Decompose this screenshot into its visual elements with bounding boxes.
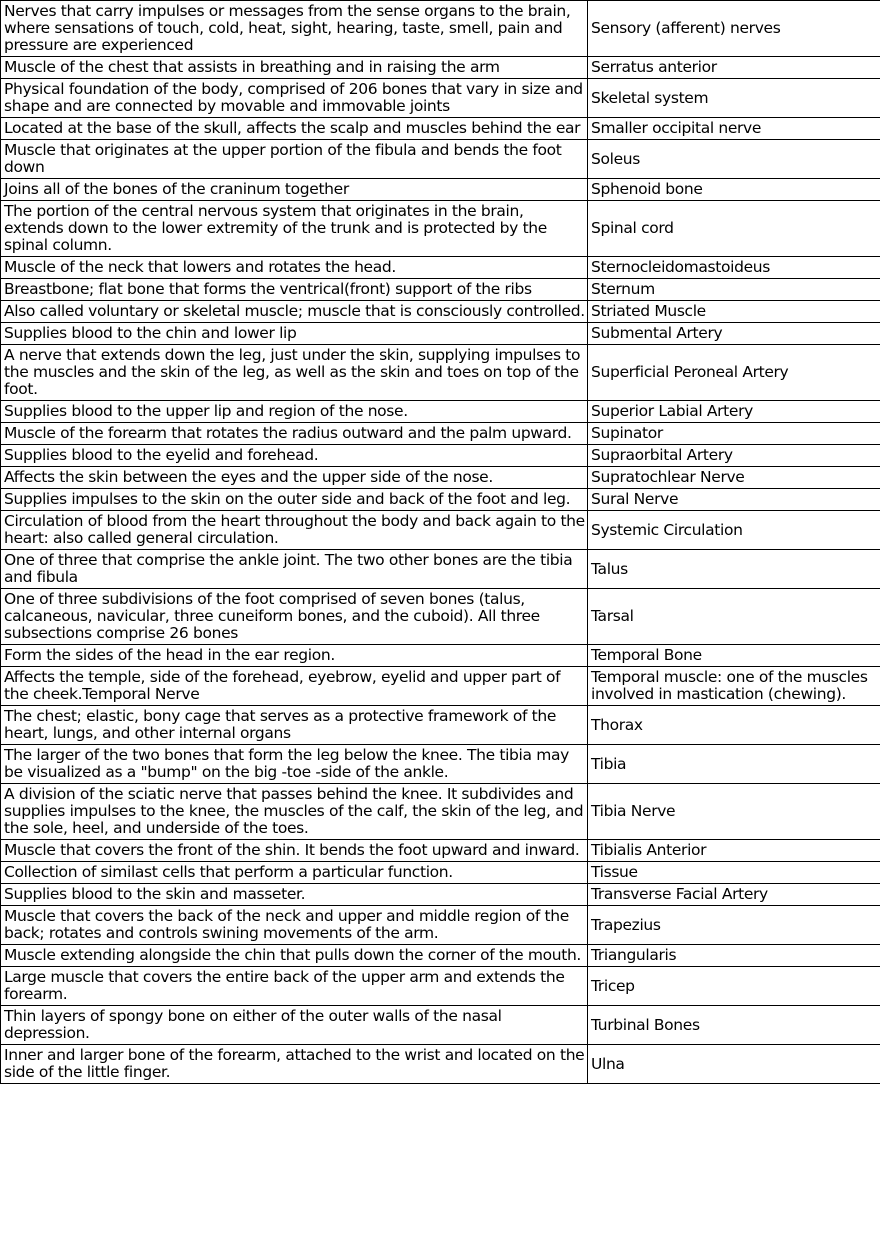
definition-cell: Joins all of the bones of the craninum together [1, 179, 588, 201]
table-row [1, 201, 880, 257]
table-row [1, 589, 880, 645]
definition-cell: Large muscle that covers the entire back of the upper arm and extends the forearm. [1, 967, 588, 1006]
definition-cell: Affects the temple, side of the forehead, eyebrow, eyelid and upper part of the cheek.Temporal Nerve [1, 667, 588, 706]
term-cell: Tissue [588, 862, 880, 884]
term-cell: Supinator [588, 423, 880, 445]
term-cell: Superficial Peroneal Artery [588, 345, 880, 401]
table-row [1, 323, 880, 345]
table-row [1, 645, 880, 667]
definition-cell: Breastbone; flat bone that forms the ventrical(front) support of the ribs [1, 279, 588, 301]
definition-cell: Muscle that originates at the upper portion of the fibula and bends the foot down [1, 140, 588, 179]
table-row [1, 301, 880, 323]
table-row [1, 140, 880, 179]
term-cell: Transverse Facial Artery [588, 884, 880, 906]
table-row [1, 345, 880, 401]
term-cell: Striated Muscle [588, 301, 880, 323]
table-row [1, 1006, 880, 1045]
term-cell: Spinal cord [588, 201, 880, 257]
table-row [1, 467, 880, 489]
term-cell: Sural Nerve [588, 489, 880, 511]
term-cell: Tibialis Anterior [588, 840, 880, 862]
definition-cell: The chest; elastic, bony cage that serves as a protective framework of the heart, lungs, and other internal organs [1, 706, 588, 745]
term-cell: Tarsal [588, 589, 880, 645]
definition-cell: A nerve that extends down the leg, just under the skin, supplying impulses to the muscles and the skin of the leg, as well as the skin and toes on top of the foot. [1, 345, 588, 401]
term-cell: Smaller occipital nerve [588, 118, 880, 140]
term-cell: Tibia Nerve [588, 784, 880, 840]
term-cell: Serratus anterior [588, 57, 880, 79]
definition-cell: Muscle that covers the front of the shin. It bends the foot upward and inward. [1, 840, 588, 862]
term-cell: Sensory (afferent) nerves [588, 1, 880, 57]
table-row [1, 906, 880, 945]
term-cell: Sternocleidomastoideus [588, 257, 880, 279]
term-cell: Tricep [588, 967, 880, 1006]
definition-cell: Located at the base of the skull, affects the scalp and muscles behind the ear [1, 118, 588, 140]
definition-cell: Collection of similast cells that perform a particular function. [1, 862, 588, 884]
table-row [1, 423, 880, 445]
definition-cell: Inner and larger bone of the forearm, attached to the wrist and located on the side of the little finger. [1, 1045, 588, 1084]
table-row [1, 1045, 880, 1084]
definition-cell: Thin layers of spongy bone on either of the outer walls of the nasal depression. [1, 1006, 588, 1045]
term-cell: Temporal muscle: one of the muscles involved in mastication (chewing). [588, 667, 880, 706]
definition-cell: The portion of the central nervous system that originates in the brain, extends down to the lower extremity of the trunk and is protected by the spinal column. [1, 201, 588, 257]
table-row [1, 784, 880, 840]
definition-cell: One of three subdivisions of the foot comprised of seven bones (talus, calcaneous, navicular, three cuneiform bones, and the cuboid). All three subsections comprise 26 bones [1, 589, 588, 645]
term-cell: Submental Artery [588, 323, 880, 345]
table-row [1, 706, 880, 745]
table-row [1, 667, 880, 706]
definition-cell: Supplies blood to the chin and lower lip [1, 323, 588, 345]
definition-cell: Physical foundation of the body, comprised of 206 bones that vary in size and shape and are connected by movable and immovable joints [1, 79, 588, 118]
definition-cell: Muscle of the chest that assists in breathing and in raising the arm [1, 57, 588, 79]
term-cell: Talus [588, 550, 880, 589]
table-row [1, 840, 880, 862]
definition-cell: Circulation of blood from the heart throughout the body and back again to the heart: also called general circulation. [1, 511, 588, 550]
definition-cell: Form the sides of the head in the ear region. [1, 645, 588, 667]
definition-cell: Supplies blood to the skin and masseter. [1, 884, 588, 906]
definition-cell: Supplies blood to the upper lip and region of the nose. [1, 401, 588, 423]
term-cell: Triangularis [588, 945, 880, 967]
table-row [1, 862, 880, 884]
table-row [1, 79, 880, 118]
table-row [1, 511, 880, 550]
table-row [1, 489, 880, 511]
table-row [1, 257, 880, 279]
table-row [1, 279, 880, 301]
term-cell: Tibia [588, 745, 880, 784]
glossary-body [1, 1, 880, 1084]
table-row [1, 179, 880, 201]
term-cell: Ulna [588, 1045, 880, 1084]
definition-cell: Muscle of the neck that lowers and rotates the head. [1, 257, 588, 279]
definition-cell: Muscle extending alongside the chin that pulls down the corner of the mouth. [1, 945, 588, 967]
term-cell: Temporal Bone [588, 645, 880, 667]
term-cell: Turbinal Bones [588, 1006, 880, 1045]
table-row [1, 884, 880, 906]
definition-cell: Nerves that carry impulses or messages from the sense organs to the brain, where sensations of touch, cold, heat, sight, hearing, taste, smell, pain and pressure are experienced [1, 1, 588, 57]
definition-cell: Muscle that covers the back of the neck and upper and middle region of the back; rotates and controls swining movements of the arm. [1, 906, 588, 945]
table-row [1, 57, 880, 79]
definition-cell: Also called voluntary or skeletal muscle; muscle that is consciously controlled. [1, 301, 588, 323]
term-cell: Sphenoid bone [588, 179, 880, 201]
term-cell: Superior Labial Artery [588, 401, 880, 423]
definition-cell: Supplies blood to the eyelid and forehead. [1, 445, 588, 467]
table-row [1, 745, 880, 784]
table-row [1, 1, 880, 57]
term-cell: Sternum [588, 279, 880, 301]
table-row [1, 945, 880, 967]
term-cell: Supraorbital Artery [588, 445, 880, 467]
definition-cell: Supplies impulses to the skin on the outer side and back of the foot and leg. [1, 489, 588, 511]
definition-cell: A division of the sciatic nerve that passes behind the knee. It subdivides and supplies impulses to the knee, the muscles of the calf, the skin of the leg, and the sole, heel, and underside of the toes. [1, 784, 588, 840]
term-cell: Soleus [588, 140, 880, 179]
term-cell: Skeletal system [588, 79, 880, 118]
term-cell: Systemic Circulation [588, 511, 880, 550]
table-row [1, 445, 880, 467]
term-cell: Trapezius [588, 906, 880, 945]
definition-cell: Muscle of the forearm that rotates the radius outward and the palm upward. [1, 423, 588, 445]
table-row [1, 401, 880, 423]
table-row [1, 967, 880, 1006]
term-cell: Supratochlear Nerve [588, 467, 880, 489]
definition-cell: One of three that comprise the ankle joint. The two other bones are the tibia and fibula [1, 550, 588, 589]
table-row [1, 550, 880, 589]
table-row [1, 118, 880, 140]
term-cell: Thorax [588, 706, 880, 745]
definition-cell: The larger of the two bones that form the leg below the knee. The tibia may be visualized as a "bump" on the big -toe -side of the ankle. [1, 745, 588, 784]
definition-cell: Affects the skin between the eyes and the upper side of the nose. [1, 467, 588, 489]
